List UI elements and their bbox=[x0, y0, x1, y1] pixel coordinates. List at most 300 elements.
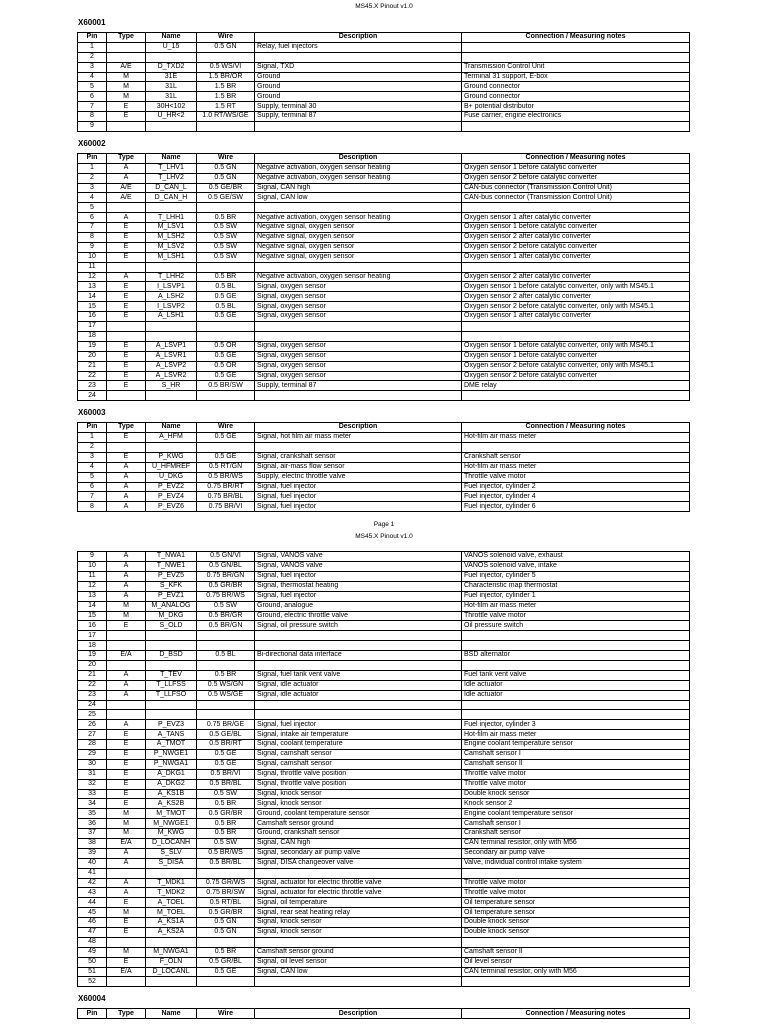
table-row bbox=[78, 173, 690, 183]
cell-wire bbox=[197, 710, 255, 720]
cell-pin: 1 bbox=[78, 42, 107, 52]
table-row bbox=[78, 730, 690, 740]
table-row bbox=[78, 371, 690, 381]
cell-pin: 24 bbox=[78, 700, 107, 710]
cell-description: Negative signal, oxygen sensor bbox=[255, 233, 462, 243]
cell-connection: Oxygen sensor 1 before catalytic converter bbox=[462, 351, 690, 361]
table-row bbox=[78, 361, 690, 371]
cell-name: M_ANALOG bbox=[146, 601, 197, 611]
cell-connection bbox=[462, 937, 690, 947]
cell-name: A_LSH1 bbox=[146, 312, 197, 322]
cell-name: I_LSVP1 bbox=[146, 282, 197, 292]
cell-wire: 0.5 BR/BL bbox=[197, 779, 255, 789]
cell-connection bbox=[462, 331, 690, 341]
table-row bbox=[78, 601, 690, 611]
cell-description: Signal, oil pressure switch bbox=[255, 621, 462, 631]
cell-description: Signal, fuel injector bbox=[255, 502, 462, 512]
cell-description: Supply, electric throttle valve bbox=[255, 472, 462, 482]
cell-pin: 11 bbox=[78, 262, 107, 272]
cell-type: A bbox=[107, 581, 146, 591]
cell-wire: 0.5 GE/BL bbox=[197, 730, 255, 740]
table-row bbox=[78, 442, 690, 452]
table-row bbox=[78, 878, 690, 888]
column-header-type: Type bbox=[107, 1009, 146, 1019]
cell-name: 31E bbox=[146, 72, 197, 82]
cell-type: E bbox=[107, 621, 146, 631]
cell-connection: Oxygen sensor 2 before catalytic converter bbox=[462, 242, 690, 252]
table-row bbox=[78, 967, 690, 977]
cell-connection bbox=[462, 977, 690, 987]
cell-name: A_TMOT bbox=[146, 740, 197, 750]
cell-pin: 45 bbox=[78, 908, 107, 918]
cell-description: Signal, fuel injector bbox=[255, 571, 462, 581]
cell-connection: Fuel injector, cylinder 3 bbox=[462, 720, 690, 730]
cell-type: E bbox=[107, 252, 146, 262]
cell-wire: 0.5 SW bbox=[197, 789, 255, 799]
cell-description: Signal, air-mass flow sensor bbox=[255, 462, 462, 472]
cell-pin: 15 bbox=[78, 611, 107, 621]
cell-wire: 0.5 GE bbox=[197, 312, 255, 322]
table-row bbox=[78, 611, 690, 621]
cell-pin: 2 bbox=[78, 52, 107, 62]
cell-wire: 0.75 BR/WS bbox=[197, 591, 255, 601]
cell-pin: 6 bbox=[78, 213, 107, 223]
cell-description: Signal, DISA changeover valve bbox=[255, 858, 462, 868]
cell-type: M bbox=[107, 72, 146, 82]
cell-description bbox=[255, 977, 462, 987]
pin-table bbox=[77, 153, 690, 401]
cell-wire: 0.75 BR/BL bbox=[197, 492, 255, 502]
cell-pin: 8 bbox=[78, 502, 107, 512]
table-row bbox=[78, 690, 690, 700]
table-row bbox=[78, 302, 690, 312]
cell-type: E/A bbox=[107, 967, 146, 977]
cell-connection: Oxygen sensor 2 after catalytic converter bbox=[462, 292, 690, 302]
table-row bbox=[78, 433, 690, 443]
cell-wire bbox=[197, 391, 255, 401]
cell-description: Supply, terminal 30 bbox=[255, 102, 462, 112]
cell-description: Signal, fuel tank vent valve bbox=[255, 670, 462, 680]
cell-wire bbox=[197, 977, 255, 987]
cell-connection bbox=[462, 641, 690, 651]
cell-pin: 22 bbox=[78, 680, 107, 690]
cell-connection: Oxygen sensor 2 before catalytic converter, only with MS45.1 bbox=[462, 302, 690, 312]
cell-pin: 20 bbox=[78, 351, 107, 361]
cell-pin: 41 bbox=[78, 868, 107, 878]
cell-connection: Oil pressure switch bbox=[462, 621, 690, 631]
cell-name: M_DKG bbox=[146, 611, 197, 621]
cell-connection: Idle actuator bbox=[462, 690, 690, 700]
cell-pin: 21 bbox=[78, 670, 107, 680]
cell-type bbox=[107, 977, 146, 987]
section-title: X60002 bbox=[78, 138, 106, 148]
cell-description bbox=[255, 331, 462, 341]
cell-description: Ground, coolant temperature sensor bbox=[255, 809, 462, 819]
cell-description: Signal, oxygen sensor bbox=[255, 282, 462, 292]
cell-description bbox=[255, 122, 462, 132]
cell-pin: 7 bbox=[78, 492, 107, 502]
cell-connection: Camshaft sensor I bbox=[462, 750, 690, 760]
cell-pin: 9 bbox=[78, 122, 107, 132]
table-row bbox=[78, 829, 690, 839]
page-1 bbox=[0, 2, 768, 530]
cell-connection: Camshaft sensor I bbox=[462, 819, 690, 829]
page-number: Page 1 bbox=[373, 521, 395, 529]
cell-connection: Fuel injector, cylinder 1 bbox=[462, 591, 690, 601]
cell-wire bbox=[197, 868, 255, 878]
table-row bbox=[78, 868, 690, 878]
cell-description: Signal, oxygen sensor bbox=[255, 312, 462, 322]
cell-pin: 6 bbox=[78, 482, 107, 492]
cell-pin: 51 bbox=[78, 967, 107, 977]
cell-name: A_DKG1 bbox=[146, 769, 197, 779]
cell-wire: 0.5 GN bbox=[197, 42, 255, 52]
cell-wire: 0.5 GN bbox=[197, 928, 255, 938]
cell-connection: Ground connector bbox=[462, 82, 690, 92]
table-row bbox=[78, 381, 690, 391]
cell-connection: CAN-bus connector (Transmission Control Unit) bbox=[462, 183, 690, 193]
cell-name: I_LSVP2 bbox=[146, 302, 197, 312]
table-row bbox=[78, 52, 690, 62]
cell-pin: 22 bbox=[78, 371, 107, 381]
cell-description: Ground bbox=[255, 82, 462, 92]
cell-connection: Double knock sensor bbox=[462, 928, 690, 938]
cell-name: M_LSV2 bbox=[146, 242, 197, 252]
cell-connection: Throttle valve motor bbox=[462, 888, 690, 898]
cell-connection: Oxygen sensor 2 after catalytic converter bbox=[462, 233, 690, 243]
cell-name bbox=[146, 203, 197, 213]
cell-name bbox=[146, 641, 197, 651]
cell-name: P_NWGA1 bbox=[146, 759, 197, 769]
cell-description: Signal, idle actuator bbox=[255, 680, 462, 690]
table-row bbox=[78, 252, 690, 262]
cell-name bbox=[146, 322, 197, 332]
cell-type: E bbox=[107, 102, 146, 112]
cell-name: M_NWGE1 bbox=[146, 819, 197, 829]
cell-connection: CAN terminal resistor, only with M56 bbox=[462, 839, 690, 849]
cell-description bbox=[255, 700, 462, 710]
column-header-connection: Connection / Measuring notes bbox=[462, 153, 690, 163]
cell-description: Bi-directional data interface bbox=[255, 651, 462, 661]
table-row bbox=[78, 670, 690, 680]
cell-wire: 0.5 GN bbox=[197, 163, 255, 173]
cell-wire: 0.5 GR/BR bbox=[197, 809, 255, 819]
page-1-sections bbox=[0, 17, 768, 512]
cell-wire: 0.5 BR/WS bbox=[197, 848, 255, 858]
cell-pin: 4 bbox=[78, 193, 107, 203]
cell-description: Signal, VANOS valve bbox=[255, 552, 462, 562]
cell-pin: 14 bbox=[78, 292, 107, 302]
cell-pin: 50 bbox=[78, 957, 107, 967]
cell-description: Camshaft sensor ground bbox=[255, 819, 462, 829]
cell-wire: 0.5 BL bbox=[197, 651, 255, 661]
cell-pin: 52 bbox=[78, 977, 107, 987]
cell-type: E bbox=[107, 898, 146, 908]
cell-name bbox=[146, 631, 197, 641]
cell-connection: Hot-film air mass meter bbox=[462, 462, 690, 472]
cell-pin: 17 bbox=[78, 631, 107, 641]
cell-description: Signal, thermostat heating bbox=[255, 581, 462, 591]
table-row bbox=[78, 282, 690, 292]
cell-description: Ground bbox=[255, 92, 462, 102]
cell-pin: 1 bbox=[78, 163, 107, 173]
cell-wire: 0.5 BR bbox=[197, 947, 255, 957]
table-row bbox=[78, 62, 690, 72]
cell-connection: Oxygen sensor 1 after catalytic converter bbox=[462, 252, 690, 262]
cell-description bbox=[255, 391, 462, 401]
cell-description: Signal, fuel injector bbox=[255, 482, 462, 492]
cell-wire: 0.5 BR bbox=[197, 799, 255, 809]
table-row bbox=[78, 839, 690, 849]
cell-pin: 44 bbox=[78, 898, 107, 908]
cell-connection: B+ potential distributor bbox=[462, 102, 690, 112]
cell-type bbox=[107, 631, 146, 641]
cell-description: Signal, secondary air pump valve bbox=[255, 848, 462, 858]
column-header-type: Type bbox=[107, 423, 146, 433]
cell-wire: 0.75 BR/GE bbox=[197, 720, 255, 730]
cell-pin: 4 bbox=[78, 462, 107, 472]
cell-description: Camshaft sensor ground bbox=[255, 947, 462, 957]
table-row bbox=[78, 163, 690, 173]
cell-description: Signal, intake air temperature bbox=[255, 730, 462, 740]
cell-pin: 21 bbox=[78, 361, 107, 371]
cell-wire: 0.5 BR/SW bbox=[197, 381, 255, 391]
cell-name bbox=[146, 660, 197, 670]
cell-description bbox=[255, 442, 462, 452]
table-row bbox=[78, 680, 690, 690]
cell-description: Signal, CAN high bbox=[255, 183, 462, 193]
table-row bbox=[78, 571, 690, 581]
cell-type: E bbox=[107, 799, 146, 809]
cell-name: A_TANS bbox=[146, 730, 197, 740]
cell-description: Ground bbox=[255, 72, 462, 82]
table-row bbox=[78, 223, 690, 233]
cell-name: T_MDK1 bbox=[146, 878, 197, 888]
cell-name bbox=[146, 331, 197, 341]
cell-description: Signal, CAN high bbox=[255, 839, 462, 849]
cell-connection: Secondary air pump valve bbox=[462, 848, 690, 858]
cell-pin: 29 bbox=[78, 750, 107, 760]
cell-type: E bbox=[107, 789, 146, 799]
cell-wire: 0.5 BR/VI bbox=[197, 769, 255, 779]
table-row bbox=[78, 122, 690, 132]
table-row bbox=[78, 233, 690, 243]
cell-type bbox=[107, 122, 146, 132]
cell-connection bbox=[462, 122, 690, 132]
cell-type bbox=[107, 262, 146, 272]
cell-pin: 31 bbox=[78, 769, 107, 779]
cell-pin: 9 bbox=[78, 552, 107, 562]
table-row bbox=[78, 918, 690, 928]
table-row bbox=[78, 272, 690, 282]
cell-name bbox=[146, 122, 197, 132]
cell-connection: Engine coolant temperature sensor bbox=[462, 740, 690, 750]
cell-wire bbox=[197, 631, 255, 641]
pin-table bbox=[77, 422, 690, 512]
cell-type: A bbox=[107, 502, 146, 512]
pin-table bbox=[77, 32, 690, 132]
cell-wire: 0.5 GE bbox=[197, 433, 255, 443]
pin-table bbox=[77, 1008, 690, 1019]
cell-connection: Oil temperature sensor bbox=[462, 908, 690, 918]
cell-connection: Oxygen sensor 2 before catalytic converter bbox=[462, 371, 690, 381]
cell-connection: Oxygen sensor 2 before catalytic converter bbox=[462, 173, 690, 183]
cell-description: Signal, actuator for electric throttle valve bbox=[255, 888, 462, 898]
cell-type: E bbox=[107, 242, 146, 252]
cell-wire: 0.5 WS/GE bbox=[197, 690, 255, 700]
cell-connection: VANOS solenoid valve, intake bbox=[462, 562, 690, 572]
cell-pin: 8 bbox=[78, 112, 107, 122]
cell-name: T_NWA1 bbox=[146, 552, 197, 562]
cell-wire: 0.5 WS/VI bbox=[197, 62, 255, 72]
table-row bbox=[78, 937, 690, 947]
cell-wire bbox=[197, 641, 255, 651]
cell-wire: 0.5 WS/GN bbox=[197, 680, 255, 690]
cell-type: E bbox=[107, 928, 146, 938]
cell-wire: 0.5 GN bbox=[197, 173, 255, 183]
cell-pin: 5 bbox=[78, 82, 107, 92]
cell-name: M_TOEL bbox=[146, 908, 197, 918]
section-title: X60004 bbox=[78, 994, 106, 1004]
cell-wire: 0.5 GE bbox=[197, 292, 255, 302]
cell-type bbox=[107, 391, 146, 401]
cell-wire: 0.5 RT/BL bbox=[197, 898, 255, 908]
cell-type: A bbox=[107, 670, 146, 680]
cell-name: D_CAN_H bbox=[146, 193, 197, 203]
cell-wire: 0.5 GN/BL bbox=[197, 562, 255, 572]
document-title: MS45.X Pinout v1.0 bbox=[355, 3, 413, 10]
cell-name: P_EVZ6 bbox=[146, 502, 197, 512]
cell-pin: 36 bbox=[78, 819, 107, 829]
cell-connection: Ground connector bbox=[462, 92, 690, 102]
table-row bbox=[78, 193, 690, 203]
cell-pin: 43 bbox=[78, 888, 107, 898]
cell-name: T_LHV2 bbox=[146, 173, 197, 183]
cell-wire: 0.5 BR/GN bbox=[197, 621, 255, 631]
cell-connection: CAN-bus connector (Transmission Control Unit) bbox=[462, 193, 690, 203]
cell-wire: 0.5 GE/SW bbox=[197, 193, 255, 203]
table-header-row bbox=[78, 423, 690, 433]
cell-connection: Camshaft sensor II bbox=[462, 947, 690, 957]
cell-type: E bbox=[107, 361, 146, 371]
cell-type bbox=[107, 442, 146, 452]
cell-name: M_KWG bbox=[146, 829, 197, 839]
cell-description: Signal, throttle valve position bbox=[255, 779, 462, 789]
cell-name: F_OLN bbox=[146, 957, 197, 967]
cell-pin: 32 bbox=[78, 779, 107, 789]
cell-type: A bbox=[107, 562, 146, 572]
cell-description: Ground, electric throttle valve bbox=[255, 611, 462, 621]
table-row bbox=[78, 492, 690, 502]
cell-type: M bbox=[107, 829, 146, 839]
cell-connection bbox=[462, 660, 690, 670]
cell-type: A bbox=[107, 878, 146, 888]
cell-connection bbox=[462, 631, 690, 641]
cell-description: Signal, coolant temperature bbox=[255, 740, 462, 750]
connector-section bbox=[0, 17, 768, 132]
cell-pin: 16 bbox=[78, 312, 107, 322]
cell-type: M bbox=[107, 611, 146, 621]
cell-connection bbox=[462, 262, 690, 272]
cell-pin: 8 bbox=[78, 233, 107, 243]
cell-name: T_LHV1 bbox=[146, 163, 197, 173]
cell-wire: 0.5 BR bbox=[197, 829, 255, 839]
cell-name: S_HR bbox=[146, 381, 197, 391]
cell-name: A_LSVR1 bbox=[146, 351, 197, 361]
cell-pin: 10 bbox=[78, 252, 107, 262]
column-header-wire: Wire bbox=[197, 423, 255, 433]
column-header-wire: Wire bbox=[197, 33, 255, 43]
cell-pin: 12 bbox=[78, 581, 107, 591]
cell-connection: Throttle valve motor bbox=[462, 779, 690, 789]
cell-description: Signal, oxygen sensor bbox=[255, 302, 462, 312]
cell-pin: 3 bbox=[78, 452, 107, 462]
cell-type: E bbox=[107, 452, 146, 462]
cell-wire: 0.5 GE bbox=[197, 371, 255, 381]
table-row bbox=[78, 502, 690, 512]
cell-description: Signal, rear seat heating relay bbox=[255, 908, 462, 918]
cell-pin: 30 bbox=[78, 759, 107, 769]
cell-type: E bbox=[107, 759, 146, 769]
table-row bbox=[78, 292, 690, 302]
cell-type: A bbox=[107, 272, 146, 282]
cell-connection: Oxygen sensor 1 before catalytic converter bbox=[462, 163, 690, 173]
cell-description bbox=[255, 262, 462, 272]
cell-name: U_15 bbox=[146, 42, 197, 52]
table-row bbox=[78, 898, 690, 908]
cell-connection: Engine coolant temperature sensor bbox=[462, 809, 690, 819]
cell-name: T_LHH1 bbox=[146, 213, 197, 223]
cell-connection: CAN terminal resistor, only with M56 bbox=[462, 967, 690, 977]
cell-type: E bbox=[107, 730, 146, 740]
table-row bbox=[78, 72, 690, 82]
cell-connection: Oxygen sensor 1 after catalytic converter bbox=[462, 213, 690, 223]
cell-connection bbox=[462, 42, 690, 52]
table-row bbox=[78, 242, 690, 252]
cell-connection: Hot-film air mass meter bbox=[462, 601, 690, 611]
table-row bbox=[78, 213, 690, 223]
table-row bbox=[78, 759, 690, 769]
cell-description bbox=[255, 937, 462, 947]
cell-connection: Oil level sensor bbox=[462, 957, 690, 967]
cell-connection: Double knock sensor bbox=[462, 918, 690, 928]
cell-name bbox=[146, 391, 197, 401]
table-row bbox=[78, 331, 690, 341]
cell-wire: 0.5 GE bbox=[197, 967, 255, 977]
cell-pin: 11 bbox=[78, 571, 107, 581]
connector-section bbox=[0, 407, 768, 512]
cell-connection: BSD alternator bbox=[462, 651, 690, 661]
cell-type: A bbox=[107, 492, 146, 502]
cell-type bbox=[107, 203, 146, 213]
column-header-description: Description bbox=[255, 153, 462, 163]
cell-pin: 3 bbox=[78, 62, 107, 72]
cell-type: E bbox=[107, 302, 146, 312]
cell-connection: Fuel injector, cylinder 2 bbox=[462, 482, 690, 492]
cell-connection: Oxygen sensor 2 after catalytic converter bbox=[462, 272, 690, 282]
column-header-wire: Wire bbox=[197, 153, 255, 163]
cell-description: Signal, crankshaft sensor bbox=[255, 452, 462, 462]
cell-pin: 13 bbox=[78, 591, 107, 601]
cell-wire: 0.5 SW bbox=[197, 233, 255, 243]
cell-connection: Knock sensor 2 bbox=[462, 799, 690, 809]
cell-wire: 0.75 GR/WS bbox=[197, 878, 255, 888]
column-header-type: Type bbox=[107, 153, 146, 163]
cell-type: E bbox=[107, 381, 146, 391]
cell-wire: 0.5 BR bbox=[197, 670, 255, 680]
column-header-pin: Pin bbox=[78, 423, 107, 433]
cell-connection bbox=[462, 203, 690, 213]
